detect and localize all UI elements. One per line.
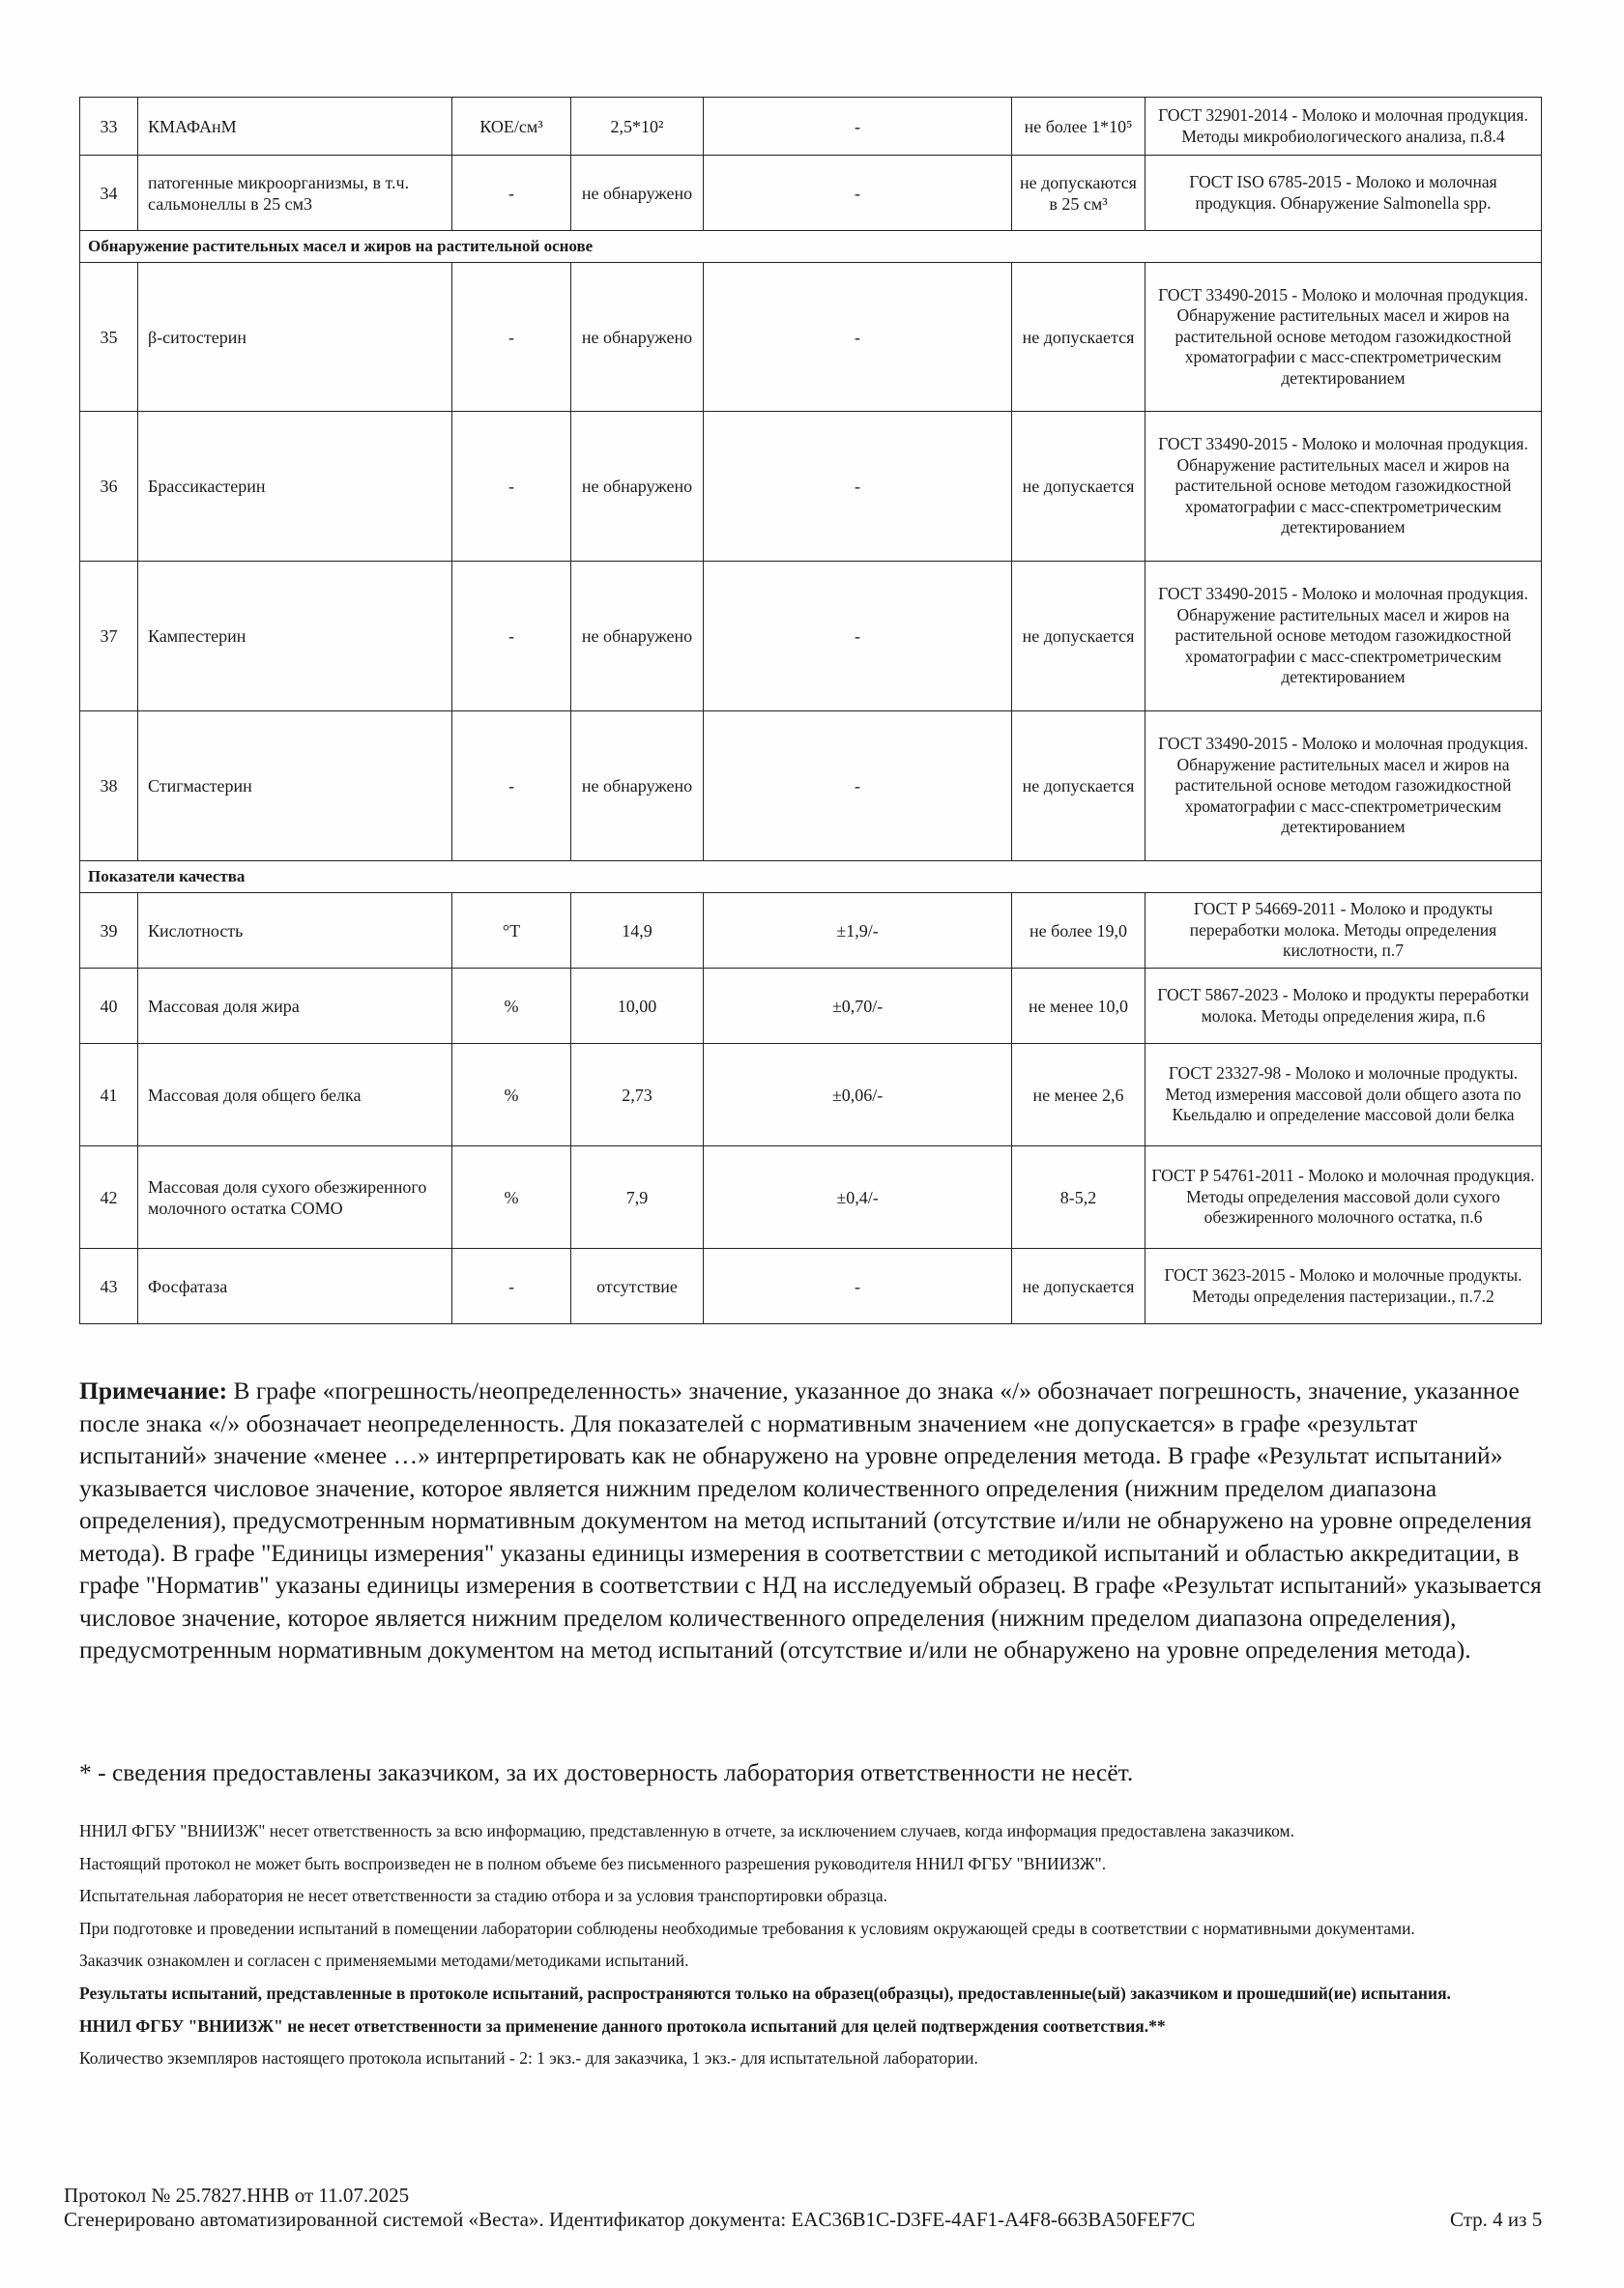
disclaimers bbox=[79, 1815, 1558, 2075]
test-result-cell: не обнаружено bbox=[571, 562, 704, 711]
norm-cell: не допускается bbox=[1012, 263, 1146, 412]
disclaimer-methods: Заказчик ознакомлен и согласен с применяемыми методами/методиками испытаний. bbox=[79, 1951, 689, 1971]
indicator-name-cell: КМАФАнМ bbox=[138, 98, 452, 156]
norm-cell: не более 19,0 bbox=[1012, 893, 1146, 969]
table-row bbox=[80, 893, 1542, 969]
uncertainty-cell: - bbox=[704, 156, 1012, 231]
test-method-cell: ГОСТ Р 54669-2011 - Молоко и продукты переработки молока. Методы определения кислотности, п.7 bbox=[1146, 893, 1542, 969]
test-method-cell: ГОСТ 3623-2015 - Молоко и молочные продукты. Методы определения пастеризации., п.7.2 bbox=[1146, 1249, 1542, 1324]
unit-cell: - bbox=[452, 562, 571, 711]
table-row bbox=[80, 412, 1542, 562]
norm-cell: не допускается bbox=[1012, 711, 1146, 861]
section-header-row bbox=[80, 231, 1542, 263]
unit-cell: - bbox=[452, 412, 571, 562]
table-row bbox=[80, 1146, 1542, 1249]
test-result-cell: 7,9 bbox=[571, 1146, 704, 1249]
footer-protocol-number: Протокол № 25.7827.ННВ от 11.07.2025 bbox=[64, 2184, 410, 2207]
disclaimer-scope: Результаты испытаний, представленные в протоколе испытаний, распространяются только на образец(образцы), предоставленные(ый) заказчиком и прошедший(ие) испытания. bbox=[79, 1983, 1451, 2003]
star-note: * - сведения предоставлены заказчиком, за их достоверность лаборатория ответственности не несёт. bbox=[79, 1758, 1134, 1786]
row-number-cell: 37 bbox=[80, 562, 138, 711]
disclaimer-reproduction: Настоящий протокол не может быть воспроизведен не в полном объеме без письменного разрешения руководителя ННИЛ ФГБУ "ВНИИЗЖ". bbox=[79, 1853, 1107, 1873]
row-number-cell: 33 bbox=[80, 98, 138, 156]
table-row bbox=[80, 263, 1542, 412]
test-result-cell: не обнаружено bbox=[571, 711, 704, 861]
indicator-name-cell: патогенные микроорганизмы, в т.ч. сальмонеллы в 25 см3 bbox=[138, 156, 452, 231]
test-result-cell: 14,9 bbox=[571, 893, 704, 969]
test-method-cell: ГОСТ 33490-2015 - Молоко и молочная продукция. Обнаружение растительных масел и жиров на растительной основе методом газожидкостной хроматографии с масс-спектрометрическим детектированием bbox=[1146, 562, 1542, 711]
disclaimer-environment: При подготовке и проведении испытаний в помещении лаборатории соблюдены необходимые требования к условиям окружающей среды в соответствии с нормативными документами. bbox=[79, 1918, 1415, 1938]
unit-cell: - bbox=[452, 711, 571, 861]
row-number-cell: 39 bbox=[80, 893, 138, 969]
note-label: Примечание: bbox=[79, 1376, 228, 1405]
uncertainty-cell: - bbox=[704, 263, 1012, 412]
indicator-name-cell: Массовая доля сухого обезжиренного молочного остатка СОМО bbox=[138, 1146, 452, 1249]
table-row bbox=[80, 1044, 1542, 1146]
table-row bbox=[80, 1249, 1542, 1324]
test-result-cell: 2,73 bbox=[571, 1044, 704, 1146]
indicator-name-cell: Брассикастерин bbox=[138, 412, 452, 562]
row-number-cell: 43 bbox=[80, 1249, 138, 1324]
unit-cell: КОЕ/см³ bbox=[452, 98, 571, 156]
row-number-cell: 34 bbox=[80, 156, 138, 231]
table-row bbox=[80, 711, 1542, 861]
unit-cell: - bbox=[452, 156, 571, 231]
uncertainty-cell: ±0,70/- bbox=[704, 969, 1012, 1044]
test-result-cell: 2,5*10² bbox=[571, 98, 704, 156]
uncertainty-cell: - bbox=[704, 412, 1012, 562]
norm-cell: не допускается bbox=[1012, 562, 1146, 711]
uncertainty-cell: ±0,4/- bbox=[704, 1146, 1012, 1249]
row-number-cell: 35 bbox=[80, 263, 138, 412]
row-number-cell: 36 bbox=[80, 412, 138, 562]
results-table-body bbox=[80, 98, 1542, 1324]
unit-cell: % bbox=[452, 1044, 571, 1146]
indicator-name-cell: Кислотность bbox=[138, 893, 452, 969]
uncertainty-cell: ±1,9/- bbox=[704, 893, 1012, 969]
norm-cell: не менее 2,6 bbox=[1012, 1044, 1146, 1146]
norm-cell: не допускаются в 25 см³ bbox=[1012, 156, 1146, 231]
disclaimer-responsibility: ННИЛ ФГБУ "ВНИИЗЖ" несет ответственность за всю информацию, представленную в отчете, за исключением случаев, когда информация предоставлена заказчиком. bbox=[79, 1821, 1294, 1840]
disclaimer-sampling: Испытательная лаборатория не несет ответственности за стадию отбора и за условия транспортировки образца. bbox=[79, 1886, 888, 1906]
note-paragraph bbox=[79, 1375, 1549, 1666]
indicator-name-cell: Стигмастерин bbox=[138, 711, 452, 861]
row-number-cell: 41 bbox=[80, 1044, 138, 1146]
disclaimer-copies: Количество экземпляров настоящего протокола испытаний - 2: 1 экз.- для заказчика, 1 экз.- для испытательной лаборатории. bbox=[79, 2048, 978, 2069]
unit-cell: % bbox=[452, 969, 571, 1044]
row-number-cell: 40 bbox=[80, 969, 138, 1044]
test-method-cell: ГОСТ 33490-2015 - Молоко и молочная продукция. Обнаружение растительных масел и жиров на растительной основе методом газожидкостной хроматографии с масс-спектрометрическим детектированием bbox=[1146, 263, 1542, 412]
indicator-name-cell: Фосфатаза bbox=[138, 1249, 452, 1324]
section-title: Обнаружение растительных масел и жиров на растительной основе bbox=[80, 231, 1542, 263]
indicator-name-cell: β-ситостерин bbox=[138, 263, 452, 412]
unit-cell: °Т bbox=[452, 893, 571, 969]
test-method-cell: ГОСТ 32901-2014 - Молоко и молочная продукция. Методы микробиологического анализа, п.8.4 bbox=[1146, 98, 1542, 156]
uncertainty-cell: - bbox=[704, 562, 1012, 711]
indicator-name-cell: Массовая доля общего белка bbox=[138, 1044, 452, 1146]
indicator-name-cell: Кампестерин bbox=[138, 562, 452, 711]
section-header-row bbox=[80, 861, 1542, 893]
test-result-cell: не обнаружено bbox=[571, 412, 704, 562]
section-title: Показатели качества bbox=[80, 861, 1542, 893]
uncertainty-cell: - bbox=[704, 711, 1012, 861]
note-text: В графе «погрешность/неопределенность» значение, указанное до знака «/» обозначает погрешность, значение, указанное после знака «/» обозначает неопределенность. Для показателей с нормативным значением «не допускается» в графе «результат испытаний» значение «менее …» интерпретировать как не обнаружено на уровне определения метода. В графе «Результат испытаний» указывается числовое значение, которое является нижним пределом количественного определения (нижним пределом диапазона определения), предусмотренным нормативным документом на метод испытаний (отсутствие и/или не обнаружено на уровне определения метода). В графе "Единицы измерения" указаны единицы измерения в соответствии с методикой испытаний и областью аккредитации, в графе "Норматив" указаны единицы измерения в соответствии с НД на исследуемый образец. В графе «Результат испытаний» указывается числовое значение, которое является нижним пределом количественного определения (нижним пределом диапазона определения), предусмотренным нормативным документом на метод испытаний (отсутствие и/или не обнаружено на уровне определения метода). bbox=[79, 1376, 1542, 1664]
test-result-cell: отсутствие bbox=[571, 1249, 704, 1324]
test-method-cell: ГОСТ 33490-2015 - Молоко и молочная продукция. Обнаружение растительных масел и жиров на растительной основе методом газожидкостной хроматографии с масс-спектрометрическим детектированием bbox=[1146, 711, 1542, 861]
results-table bbox=[79, 97, 1542, 1324]
unit-cell: % bbox=[452, 1146, 571, 1249]
unit-cell: - bbox=[452, 263, 571, 412]
norm-cell: 8-5,2 bbox=[1012, 1146, 1146, 1249]
uncertainty-cell: - bbox=[704, 1249, 1012, 1324]
disclaimer-conformity: ННИЛ ФГБУ "ВНИИЗЖ" не несет ответственности за применение данного протокола испытаний для целей подтверждения соответствия.** bbox=[79, 2015, 1166, 2036]
test-method-cell: ГОСТ 5867-2023 - Молоко и продукты переработки молока. Методы определения жира, п.6 bbox=[1146, 969, 1542, 1044]
footer-page-number: Стр. 4 из 5 bbox=[1450, 2208, 1543, 2231]
test-result-cell: не обнаружено bbox=[571, 263, 704, 412]
norm-cell: не менее 10,0 bbox=[1012, 969, 1146, 1044]
table-row bbox=[80, 562, 1542, 711]
row-number-cell: 42 bbox=[80, 1146, 138, 1249]
indicator-name-cell: Массовая доля жира bbox=[138, 969, 452, 1044]
uncertainty-cell: ±0,06/- bbox=[704, 1044, 1012, 1146]
table-row bbox=[80, 156, 1542, 231]
unit-cell: - bbox=[452, 1249, 571, 1324]
uncertainty-cell: - bbox=[704, 98, 1012, 156]
test-method-cell: ГОСТ 33490-2015 - Молоко и молочная продукция. Обнаружение растительных масел и жиров на растительной основе методом газожидкостной хроматографии с масс-спектрометрическим детектированием bbox=[1146, 412, 1542, 562]
table-row bbox=[80, 969, 1542, 1044]
row-number-cell: 38 bbox=[80, 711, 138, 861]
test-method-cell: ГОСТ ISO 6785-2015 - Молоко и молочная продукция. Обнаружение Salmonella spp. bbox=[1146, 156, 1542, 231]
norm-cell: не более 1*10⁵ bbox=[1012, 98, 1146, 156]
test-result-cell: 10,00 bbox=[571, 969, 704, 1044]
test-method-cell: ГОСТ Р 54761-2011 - Молоко и молочная продукция. Методы определения массовой доли сухого обезжиренного молочного остатка, п.6 bbox=[1146, 1146, 1542, 1249]
footer-generated-by: Сгенерировано автоматизированной системой «Веста». Идентификатор документа: EAC36B1C-D3FE-4AF1-A4F8-663BA50FEF7C bbox=[64, 2208, 1196, 2231]
norm-cell: не допускается bbox=[1012, 412, 1146, 562]
table-row bbox=[80, 98, 1542, 156]
test-method-cell: ГОСТ 23327-98 - Молоко и молочные продукты. Метод измерения массовой доли общего азота по Кьельдалю и определение массовой доли белка bbox=[1146, 1044, 1542, 1146]
norm-cell: не допускается bbox=[1012, 1249, 1146, 1324]
test-result-cell: не обнаружено bbox=[571, 156, 704, 231]
